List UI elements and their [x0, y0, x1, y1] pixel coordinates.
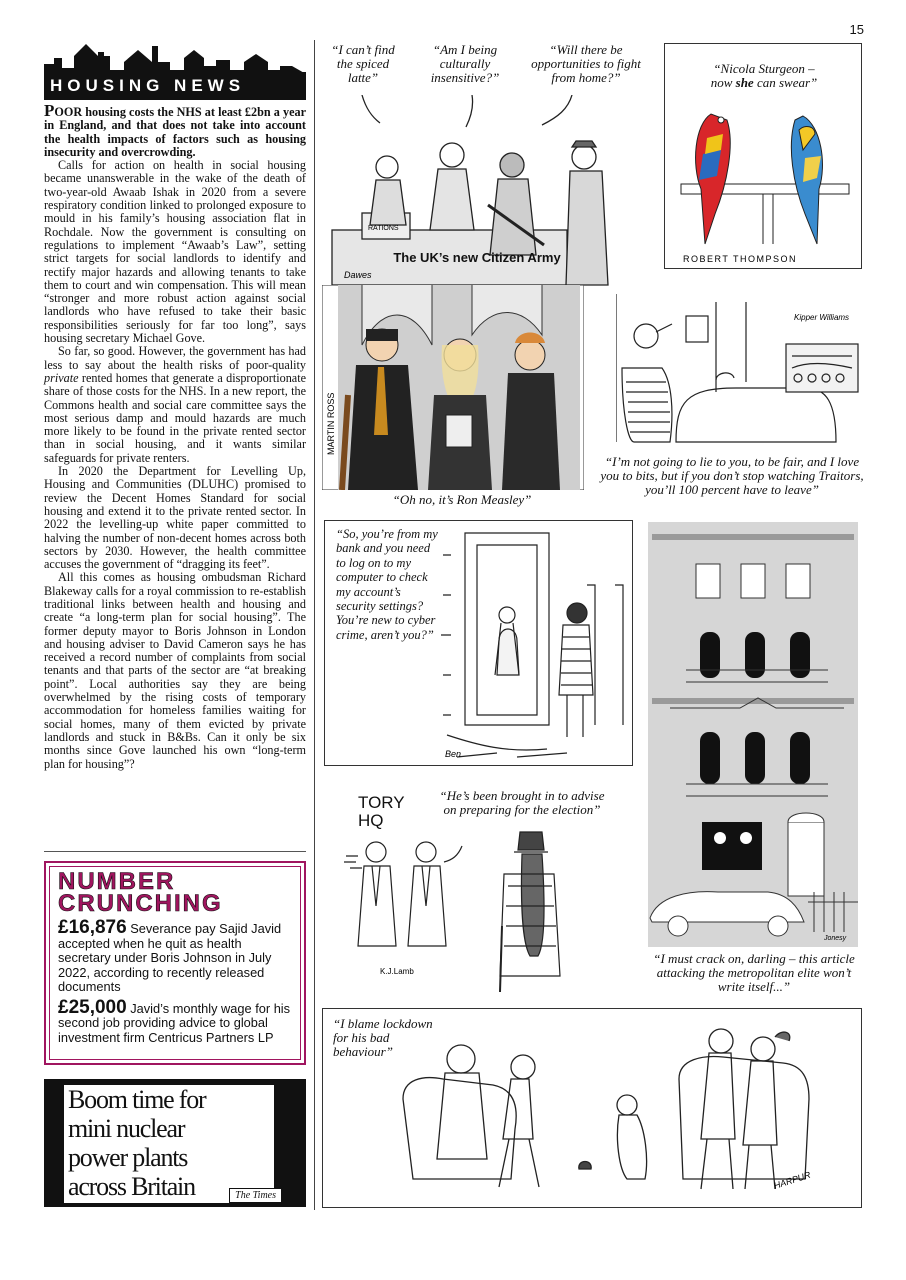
tory-hq-sign	[358, 794, 405, 830]
number-item	[58, 996, 292, 1046]
traitors-drawing	[616, 292, 868, 452]
speech-latte: “I can’t find the spiced latte”	[331, 42, 395, 85]
caption-part: can swear”	[753, 75, 818, 90]
title-line: CRUNCHING	[58, 890, 223, 917]
title-line: NUMBER	[58, 868, 176, 895]
tory-drawing	[324, 826, 636, 998]
cartoon-parrots	[664, 43, 862, 269]
cartoon-lockdown	[322, 1008, 862, 1208]
townhouse-drawing	[648, 522, 858, 947]
lead-text: OOR housing costs the NHS at least £2bn a year in England, and that does not take into account the health impacts of factors such as housing insecurity and overcrowding.	[44, 105, 306, 159]
burglar-drawing	[437, 525, 631, 763]
article-paragraph: In 2020 the Department for Levelling Up, Housing and Communities (DLUHC) promised to review the Decent Homes Standard for social housing and extend it to the private rented sector. In 2022 the levelling-up white paper committed to halving the number of non-decent homes across both sectors by 2030. However, the health committee accuses the government of “dragging its feet”.	[44, 464, 306, 572]
article-paragraph: Calls for action on health in social housing became unanswerable in the wake of the death of two-year-old Awaab Ishak in 2020 from a severe respiratory condition linked to prolonged exposure to mould in his family’s housing association flat in Rochdale. Now the government is consulting on regulations to implement “Awaab’s Law”, setting strict targets for social landlords to identify and rectify major hazards and allowing tenants to take them to court and win compensation. This will mean “stronger and more robust action against social landlords who have refused to take their basic responsibilities seriously for far too long”, says housing secretary Michael Gove.	[44, 158, 306, 346]
housing-news-banner: HOUSING NEWS	[44, 72, 306, 100]
cartoon-signature: K.J.Lamb	[380, 967, 414, 976]
cartoon-signature: Kipper Williams	[794, 313, 850, 322]
housing-article	[44, 101, 306, 771]
caption-part: now	[710, 75, 736, 90]
cartoon-caption: “I’m not going to lie to you, to be fair, and I love you to bits, but if you don’t stop watching Traitors, you’ll 100 percent have to leave”	[600, 454, 864, 497]
sign-line: TORY	[358, 793, 405, 812]
article-paragraph: All this comes as housing ombudsman Richard Blakeway calls for a royal commission to re-establish traditional links between health and housing and create “a long-term plan for social housing”. The former deputy mayor to Boris Johnson in London and housing adviser to David Cameron says he has received a record number of complaints from social tenants and that parts of the sector are “at breaking point”. Local authorities say they are being overwhelmed by the rising costs of temporary accommodation for homeless families waiting for social homes, many of them evicted by private landlords and stuck in B&Bs. Can it only be six months since Gove launched his own “long-term plan for housing”?	[44, 570, 306, 771]
number-description: Severance pay Sajid Javid accepted when he quit as health secretary under Boris Johnson in July 2022, according to recently released documents	[58, 921, 282, 994]
sign-line: HQ	[358, 811, 384, 830]
number-item	[58, 917, 292, 995]
cartoon-signature: Jonesy	[824, 935, 847, 942]
cartoon-citizen-army	[322, 40, 652, 280]
cartoon-caption: “Oh no, it’s Ron Measley”	[392, 492, 532, 507]
speech-culturally: “Am I being culturally insensitive?”	[430, 42, 500, 85]
cartoon-caption: “I must crack on, darling – this article attacking the metropolitan elite won’t write itself...”	[653, 951, 855, 994]
cartoon-signature: HARPUR	[772, 1169, 812, 1191]
speech-fight-from-home: “Will there be opportunities to fight from home?”	[531, 42, 641, 85]
cartoon-metropolitan	[648, 522, 860, 998]
number-crunching-box	[44, 861, 306, 1065]
clipping-paper	[64, 1085, 274, 1203]
press-clipping	[44, 1079, 306, 1207]
measley-drawing	[322, 285, 584, 490]
cartoon-signature: MARTIN ROSS	[326, 392, 336, 455]
cartoon-caption	[675, 62, 853, 90]
number-figure: £16,876	[58, 917, 127, 938]
lockdown-speech: “I blame lockdown for his bad behaviour”	[333, 1016, 433, 1059]
cartoon-caption: The UK’s new Citizen Army	[393, 250, 561, 265]
drop-cap: P	[44, 101, 55, 120]
citizen-army-drawing	[322, 95, 652, 295]
tory-speech: “He’s been brought in to advise on preparing for the election”	[439, 788, 605, 817]
cartoon-traitors	[596, 292, 868, 507]
paragraph-text: So far, so good. However, the government has had less to say about the health risks of poor-quality	[44, 344, 306, 372]
emphasis-text: private	[44, 370, 79, 385]
clipping-headline: Boom time for mini nuclear power plants across Britain	[68, 1085, 206, 1201]
clipping-source: The Times	[229, 1188, 282, 1203]
cartoon-signature: Ben	[445, 749, 462, 759]
crate-label: RATIONS	[368, 225, 399, 232]
caption-part: “Nicola Sturgeon –	[713, 61, 815, 76]
article-paragraph	[44, 345, 306, 465]
number-description: Javid’s monthly wage for his second job providing advice to global investment firm Centricus Partners LP	[58, 1000, 291, 1045]
parrots-drawing	[665, 94, 861, 268]
cartoon-burglar	[324, 520, 633, 766]
caption-emphasis: she	[735, 75, 754, 90]
number-figure: £25,000	[58, 996, 127, 1018]
number-crunching-title	[58, 868, 292, 917]
article-lead	[44, 101, 306, 159]
paragraph-text: rented homes that generate a disproportionate share of those costs for the NHS. In a new report, the Commons health and social care committee says the most serious damp and mould hazards are much more likely to be found in the private rented sector than in social housing, and it wants similar safeguards for private renters.	[44, 370, 306, 465]
lockdown-drawing	[383, 1019, 853, 1205]
cartoon-tory-hq	[324, 786, 636, 998]
page-number: 15	[849, 22, 864, 37]
cartoon-measley	[322, 285, 584, 510]
column-rule	[314, 40, 315, 1210]
cartoon-signature: Dawes	[344, 270, 372, 280]
cartoon-signature: ROBERT THOMPSON	[683, 254, 798, 264]
section-divider	[44, 851, 306, 852]
burglar-speech: “So, you’re from my bank and you need to log on to my computer to check my account’s security settings? You’re new to cyber crime, aren’t you?”	[336, 527, 438, 642]
